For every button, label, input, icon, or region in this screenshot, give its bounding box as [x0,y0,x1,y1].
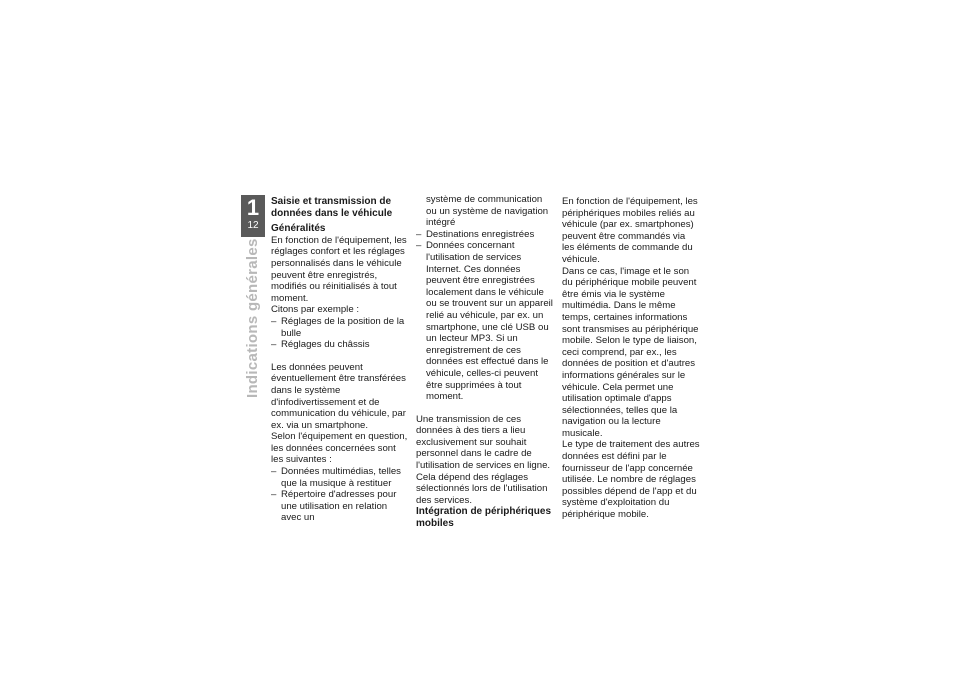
list-item: – Données concernant l'utilisation de services Internet. Ces données peuvent être enregistrées localement dans le véhicule ou se trouvent sur un appareil relié au véhicule, par ex. un smartphone, une clé USB ou un lecteur MP3. Si un enregistrement de ces données est effectué dans le véhicule, celles-ci peuvent être supprimées à tout moment. [416,240,553,403]
column-2 [416,194,554,530]
list-item: – Réglages du châssis [271,339,370,351]
bullet-list [271,466,409,524]
paragraph: Une transmission de ces données à des tiers a lieu exclusivement sur souhait personnel dans le cadre de l'utilisation de services en ligne. Cela dépend des réglages sélectionnés lors de l'utilisation des services. [416,413,551,506]
chapter-tab [241,195,265,237]
bullet-list [416,229,554,403]
chapter-number: 1 [246,195,260,220]
chapter-title: Indications générales [244,238,261,398]
list-item: – Destinations enregistrées [416,228,535,240]
paragraph: Dans ce cas, l'image et le son du périphérique mobile peuvent être émis via le système multimédia. Dans le même temps, certaines informations sont transmises au périphérique mobile. Selon le type de liaison, ceci comprend, par ex., les données de position et d'autres informations générales sur le véhicule. Cela permet une utilisation optimale d'apps sélectionnées, telles que la navigation ou la lecture musicale. [562,265,699,439]
paragraph: En fonction de l'équipement, les réglages confort et les réglages personnalisés dans le véhicule peuvent être enregistrés, modifiés ou réinitialisés à tout moment. [271,234,407,304]
paragraph: Les données peuvent éventuellement être transférées dans le système d'infodivertissement et de communication du véhicule, par ex. via un smartphone. [271,361,406,431]
bullet-list [271,316,409,351]
paragraph: Le type de traitement des autres données est défini par le fournisseur de l'app concernée utilisée. Le nombre de réglages possibles dépend de l'app et du système d'exploitation du périphérique mobile. [562,439,700,521]
list-item-continuation: système de communication ou un système de navigation intégré [426,194,549,229]
column-1 [271,196,409,524]
section-heading: Saisie et transmission de données dans le véhicule [271,196,393,219]
list-item: – Données multimédias, telles que la musique à restituer [271,466,401,489]
paragraph: Selon l'équipement en question, les données concernées sont les suivantes : [271,431,408,466]
paragraph: Citons par exemple : [271,304,359,316]
list-item: – Répertoire d'adresses pour une utilisation en relation avec un [271,489,397,524]
column-3 [562,196,700,521]
list-item: – Réglages de la position de la bulle [271,315,405,339]
section-heading: Intégration de périphériques mobiles [416,506,552,530]
page-number: 12 [247,220,259,231]
subsection-heading: Généralités [271,223,326,235]
paragraph: En fonction de l'équipement, les périphériques mobiles reliés au véhicule (par ex. smartphones) peuvent être commandés via les éléments de commande du véhicule. [562,196,698,265]
